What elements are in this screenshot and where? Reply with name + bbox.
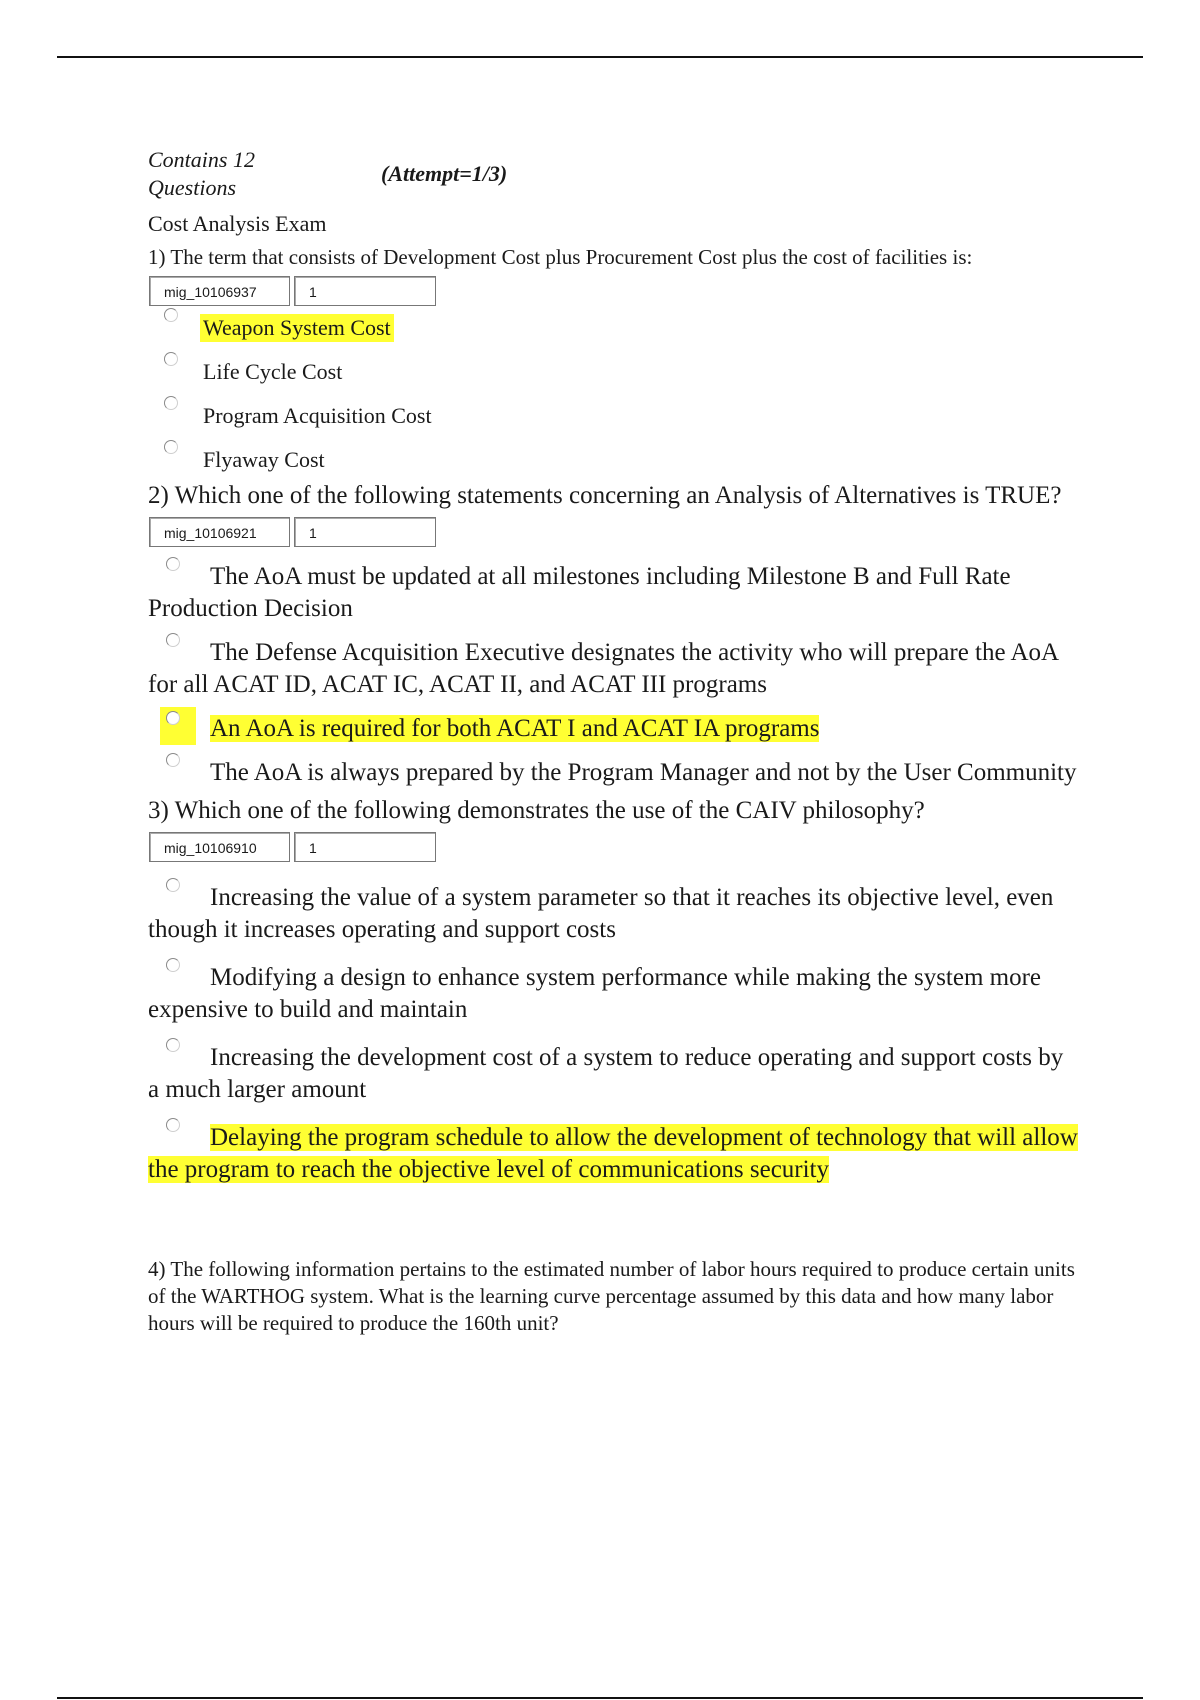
option-label: Weapon System Cost xyxy=(200,314,394,342)
top-rule xyxy=(57,56,1143,58)
question-3 xyxy=(148,795,1078,1186)
option-label: The AoA must be updated at all milestones including Milestone B and Full Rate Production Decision xyxy=(148,563,1011,622)
radio-button[interactable] xyxy=(164,308,178,322)
option-dae-designates-activity[interactable] xyxy=(148,637,1078,701)
question-id-row xyxy=(149,517,1078,547)
options-list xyxy=(148,882,1078,1186)
radio-button[interactable] xyxy=(164,352,178,366)
option-label: Modifying a design to enhance system performance while making the system more expensive to build and maintain xyxy=(148,964,1042,1023)
option-increase-development-cost[interactable] xyxy=(148,1042,1078,1106)
question-count: Contains 12 Questions xyxy=(148,147,255,200)
question-text: 3) Which one of the following demonstrates the use of the CAIV philosophy? xyxy=(148,797,925,824)
question-text: 4) The following information pertains to the estimated number of labor hours required to produce certain units of the WARTHOG system. What is the learning curve percentage assumed by this data and how many labor hours will be required to produce the 160th unit? xyxy=(148,1257,1075,1335)
question-code-field: mig_10106921 xyxy=(149,517,290,547)
radio-highlight xyxy=(160,707,196,745)
option-flyaway-cost[interactable] xyxy=(148,446,1078,474)
radio-button[interactable] xyxy=(166,1118,180,1132)
radio-button[interactable] xyxy=(164,396,178,410)
question-code-field: mig_10106937 xyxy=(149,276,290,306)
option-label: The AoA is always prepared by the Program Manager and not by the User Community xyxy=(210,759,1077,786)
option-life-cycle-cost[interactable] xyxy=(148,358,1078,386)
option-label: Program Acquisition Cost xyxy=(203,403,432,428)
question-code-field: mig_10106910 xyxy=(149,832,290,862)
option-delay-schedule[interactable] xyxy=(148,1122,1078,1186)
question-text: 2) Which one of the following statements concerning an Analysis of Alternatives is TRUE? xyxy=(148,482,1062,509)
option-label: Increasing the development cost of a system to reduce operating and support costs by a much larger amount xyxy=(148,1044,1064,1103)
option-modify-design[interactable] xyxy=(148,962,1078,1026)
exam-page xyxy=(148,146,1078,1337)
radio-button[interactable] xyxy=(166,958,180,972)
option-weapon-system-cost[interactable] xyxy=(148,314,1078,342)
question-value-field: 1 xyxy=(294,276,436,306)
attempt-indicator: (Attempt=1/3) xyxy=(381,161,508,186)
radio-button[interactable] xyxy=(166,878,180,892)
option-program-acquisition-cost[interactable] xyxy=(148,402,1078,430)
radio-button[interactable] xyxy=(166,633,180,647)
options-list xyxy=(148,561,1078,789)
question-id-row xyxy=(149,276,1078,306)
exam-title: Cost Analysis Exam xyxy=(148,211,327,236)
option-label: The Defense Acquisition Executive designates the activity who will prepare the AoA for all ACAT ID, ACAT IC, ACAT II, and ACAT III programs xyxy=(148,639,1058,698)
radio-button[interactable] xyxy=(164,440,178,454)
option-label: Increasing the value of a system parameter so that it reaches its objective level, even though it increases operating and support costs xyxy=(148,884,1054,943)
question-1 xyxy=(148,244,1078,474)
option-aoa-prepared-by-pm[interactable] xyxy=(148,757,1078,789)
radio-button[interactable] xyxy=(166,711,180,725)
options-list xyxy=(148,314,1078,474)
option-increase-parameter[interactable] xyxy=(148,882,1078,946)
option-label: Delaying the program schedule to allow the development of technology that will allow the program to reach the objective level of communications security xyxy=(148,1124,1078,1183)
question-value-field: 1 xyxy=(294,517,436,547)
option-aoa-updated-milestones[interactable] xyxy=(148,561,1078,625)
option-label: Life Cycle Cost xyxy=(203,359,343,384)
radio-button[interactable] xyxy=(166,753,180,767)
exam-header xyxy=(148,146,1078,206)
option-aoa-required-acat[interactable] xyxy=(148,713,1078,745)
option-label: Flyaway Cost xyxy=(203,447,325,472)
question-text: 1) The term that consists of Development Cost plus Procurement Cost plus the cost of facilities is: xyxy=(148,245,973,269)
question-2 xyxy=(148,480,1078,789)
question-4 xyxy=(148,1256,1078,1337)
radio-button[interactable] xyxy=(166,1038,180,1052)
question-value-field: 1 xyxy=(294,832,436,862)
option-label: An AoA is required for both ACAT I and ACAT IA programs xyxy=(210,715,820,742)
radio-button[interactable] xyxy=(166,557,180,571)
bottom-rule xyxy=(57,1697,1143,1699)
question-id-row xyxy=(149,832,1078,862)
